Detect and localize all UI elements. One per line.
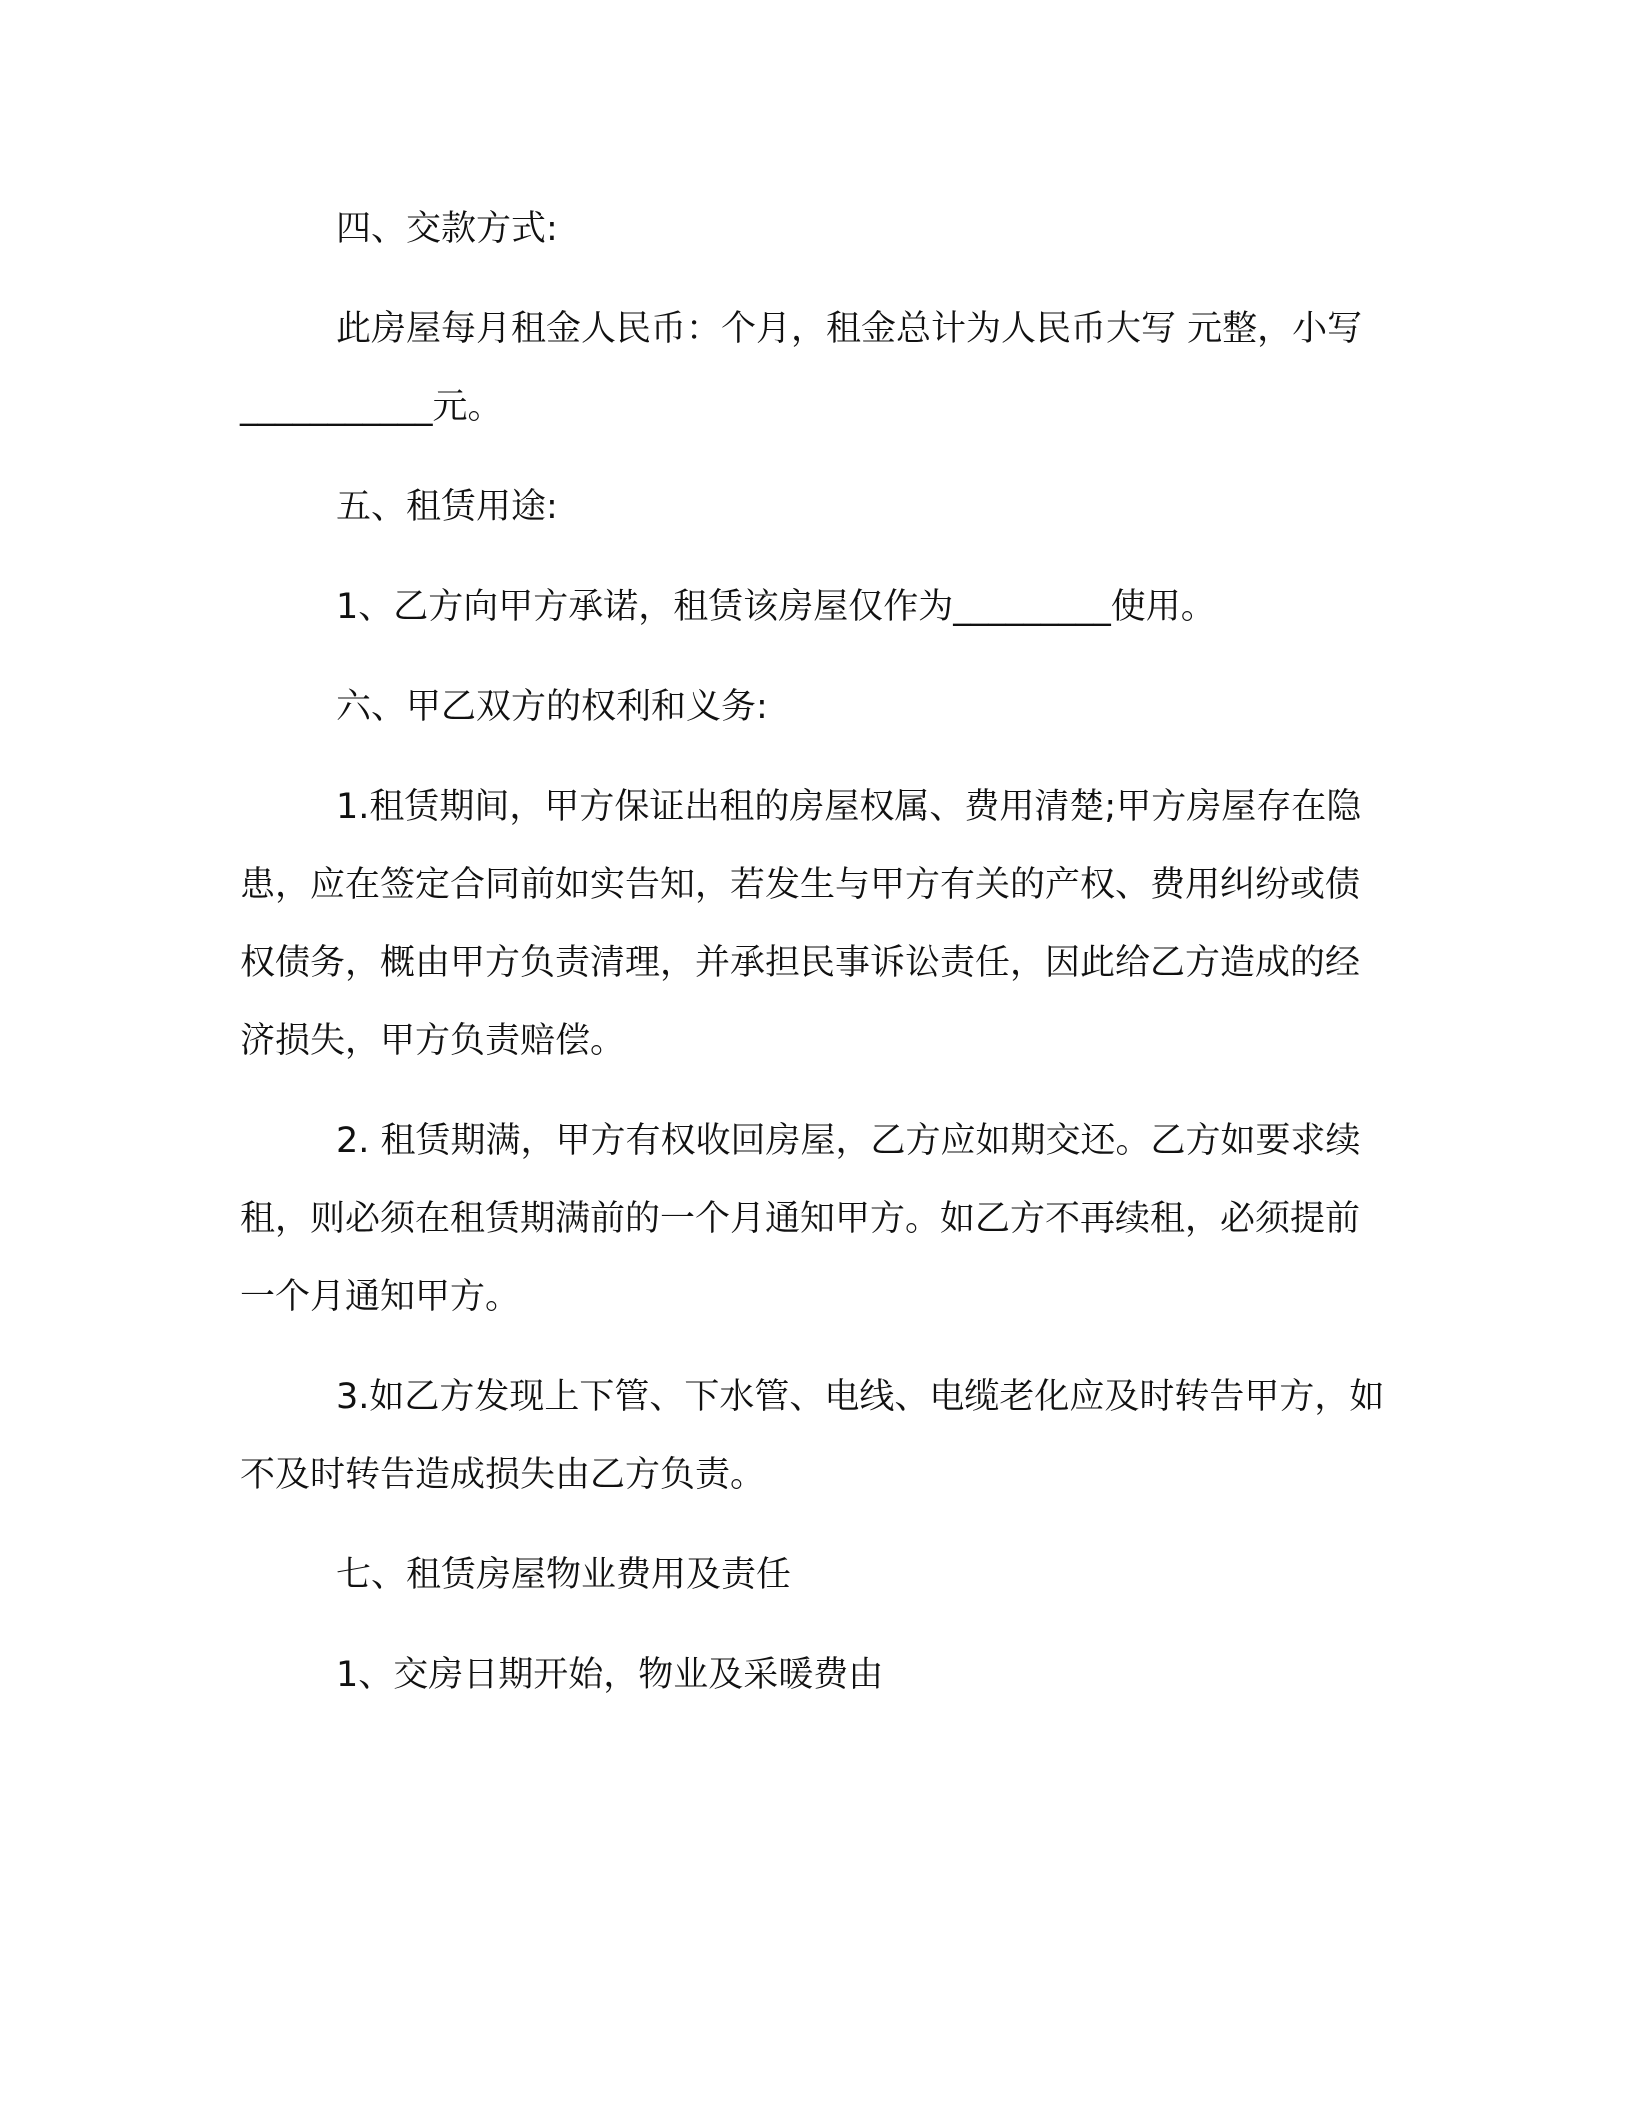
paragraph-handover-fees: 1、交房日期开始，物业及采暖费由: [336, 1655, 884, 1695]
paragraph-usage-commitment: 1、乙方向甲方承诺，租赁该房屋仅作为_________使用。: [336, 587, 1216, 627]
paragraph-clause-1: 1.租赁期间，甲方保证出租的房屋权属、费用清楚;甲方房屋存在隐患，应在签定合同前如实告知，若发生与甲方有关的产权、费用纠纷或债权债务，概由甲方负责清理，并承担民事诉讼责任，因此给乙方造成的经济损失，甲方负责赔偿。: [240, 787, 1362, 1061]
section-heading-property-fees: 七、租赁房屋物业费用及责任: [336, 1555, 792, 1595]
section-heading-lease-purpose: 五、租赁用途:: [336, 487, 558, 527]
document-body: [240, 190, 1390, 1736]
section-heading-payment-method: 四、交款方式:: [336, 209, 558, 249]
section-heading-rights-obligations: 六、甲乙双方的权利和义务:: [336, 687, 768, 727]
paragraph-clause-2: 2. 租赁期满，甲方有权收回房屋，乙方应如期交还。乙方如要求续租，则必须在租赁期满前的一个月通知甲方。如乙方不再续租，必须提前一个月通知甲方。: [240, 1121, 1361, 1317]
paragraph-rent-amount: 此房屋每月租金人民币：个月，租金总计为人民币大写 元整，小写___________元。: [240, 309, 1363, 427]
paragraph-clause-3: 3.如乙方发现上下管、下水管、电线、电缆老化应及时转告甲方，如不及时转告造成损失由乙方负责。: [240, 1377, 1385, 1495]
